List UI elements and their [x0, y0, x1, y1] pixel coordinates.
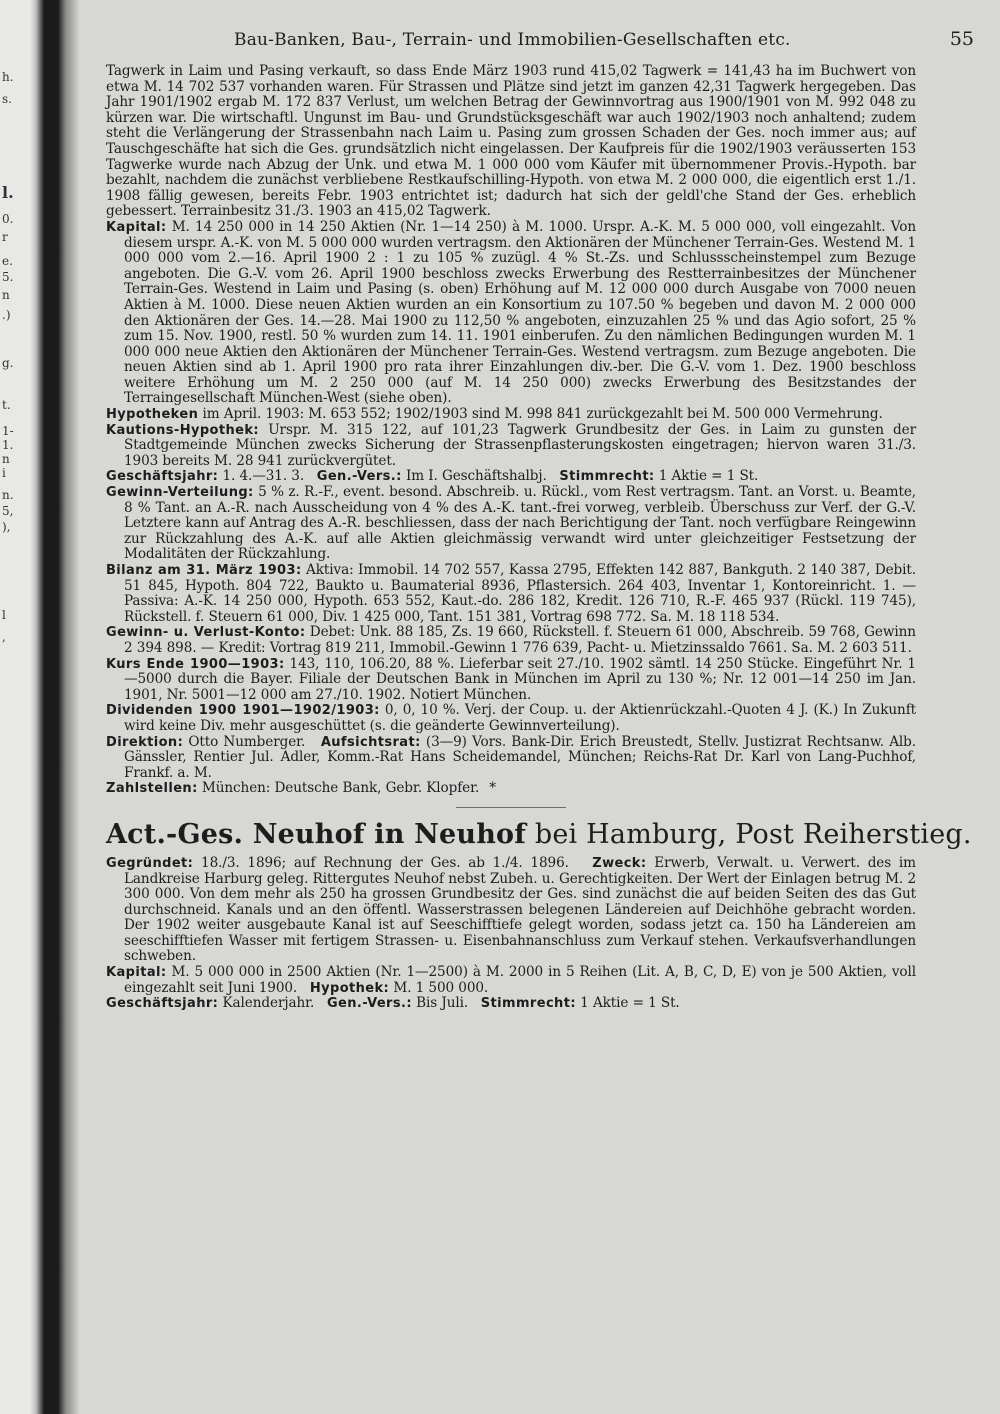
hypothek-label: Hypothek: — [309, 980, 390, 996]
article1-zahlstellen — [106, 781, 916, 797]
direktion-text: Otto Numberger. — [188, 733, 306, 750]
hypotheken-text: im April. 1903: M. 653 552; 1902/1903 sind M. 998 841 zurückgezahlt bei M. 500 000 Vermehrung. — [202, 406, 883, 423]
article1-gewinn — [106, 485, 916, 563]
guv-text: Debet: Unk. 88 185, Zs. 19 660, Rückstell. f. Steuern 61 000, Abschreib. 59 768, Gewinn 2 394 898. — Kredit: Vortrag 819 211, Immobil.-Gewinn 1 776 639, Pacht- u. Mietzinssaldo 7661. Sa. M. 2 603 511. — [124, 624, 916, 656]
fragment: l — [2, 608, 6, 622]
kapital-label: Kapital: — [106, 219, 167, 235]
zweck-label: Zweck: — [592, 855, 647, 871]
hypothek-text: M. 1 500 000. — [393, 979, 489, 996]
article2-title-rest: bei Hamburg, Post Reiherstieg. — [534, 818, 972, 850]
kautions-label: Kautions-Hypothek: — [106, 422, 260, 438]
gegruendet-label: Gegründet: — [106, 855, 194, 871]
kapital-text: M. 14 250 000 in 14 250 Aktien (Nr. 1—14 250) à M. 1000. Urspr. A.-K. M. 5 000 000, voll eingezahlt. Von diesem urspr. A.-K. von M. 5 000 000 wurden vertragsm. den Aktionären der Münchener Terrain-Ges. Westend M. 1 000 000 vom 2.—16. April 1900 2 : 1 zu 105 % zuzügl. 4 % St.-Zs. und Schlussscheinstempel zum Bezuge angeboten. Die G.-V. vom 26. April 1900 beschloss zwecks Erwerbung des Restterrainbesitzes der Münchener Terrain-Ges. Westend in Laim und Pasing (s. oben) Erhöhung auf M. 12 000 000 durch Ausgabe von 7000 neuen Aktien à M. 1000. Diese neuen Aktien wurden an ein Konsortium zu 107.50 % begeben und davon M. 2 000 000 den Aktionären der Ges. 14.—28. Mai 1900 zu 112,50 % angeboten, einzuzahlen 25 % und das Agio sofort, 25 % zum 15. Nov. 1900, restl. 50 % wurden zum 14. 11. 1901 einberufen. Zu den nämlichen Bedingungen wurden M. 1 000 000 neue Aktien den Aktionären der Münchener Terrain-Ges. Westend vertragsm. zum Bezuge angeboten. Die neuen Aktien sind ab 1. April 1900 pro rata ihrer Einzahlungen div.-ber. Die G.-V. vom 1. Dez. 1900 beschloss weitere Erhöhung um M. 2 250 000 (auf M. 14 250 000) zwecks Erwerbung des Besitzstandes der Terraingesellschaft München-West (siehe oben). — [124, 218, 916, 407]
zahlstellen-label: Zahlstellen: — [106, 781, 198, 797]
fragment: n — [2, 452, 10, 466]
page-number: 55 — [949, 28, 974, 50]
gegruendet-text: 18./3. 1896; auf Rechnung der Ges. ab 1./4. 1896. — [201, 854, 569, 871]
fragment: 0. — [2, 212, 14, 226]
fragment: 1. — [2, 438, 14, 452]
geschaeftsjahr-text: 1. 4.—31. 3. — [222, 468, 305, 485]
kapital2-text: M. 5 000 000 in 2500 Aktien (Nr. 1—2500) à M. 2000 in 5 Reihen (Lit. A, B, C, D, E) von je 500 Aktien, voll eingezahlt seit Juni 1900. — [124, 964, 916, 996]
hypotheken-label: Hypotheken — [106, 407, 199, 423]
article1-guv — [106, 625, 916, 656]
kurs-text: 143, 110, 106.20, 88 %. Lieferbar seit 27./10. 1902 sämtl. 14 250 Stücke. Eingeführt Nr. 1—5000 durch die Bayer. Filiale der Deutschen Bank in München im April zu 130 %; Nr. 12 001—14 250 im Jan. 1901, Nr. 5001—12 000 am 27./10. 1902. Notiert München. — [124, 655, 916, 703]
article2-gegruendet — [106, 856, 916, 965]
gewinn-text: 5 % z. R.-F., event. besond. Abschreib. u. Rückl., vom Rest vertragsm. Tant. an Vorst. u. Beamte, 8 % Tant. an A.-R. nach Ausscheidung von 4 % des A.-K. tant.-frei vorweg, verbleib. Überschuss zur Verf. der G.-V. Letztere kann auf Antrag des A.-R. beschliessen, dass der nach Berichtigung der Tant. noch verfügbare Reingewinn zur Rückzahlung des A.-K. auf alle Aktien gleichmässig verwandt wird unter gleichzeitiger Festsetzung der Modalitäten der Rückzahlung. — [124, 484, 916, 563]
fragment: t. — [2, 398, 11, 412]
fragment: n. — [2, 488, 14, 502]
fragment: h. — [2, 70, 14, 84]
article1-bilanz — [106, 563, 916, 625]
dividenden-label: Dividenden 1900 1901—1902/1903: — [106, 703, 380, 719]
article1-kurs — [106, 657, 916, 704]
kautions-text: Urspr. M. 315 122, auf 101,23 Tagwerk Grundbesitz der Ges. in Laim zu gunsten der Stadtgemeinde München zwecks Sicherung der Strassenpflasterungskosten eingetragen; hiervon waren 31./3. 1903 bereits M. 28 941 zurückvergütet. — [124, 421, 916, 469]
stimmrecht-text: 1 Aktie = 1 St. — [658, 468, 759, 485]
bilanz-text: Aktiva: Immobil. 14 702 557, Kassa 2795, Effekten 142 887, Bankguth. 2 140 387, Debit. 51 845, Hypoth. 804 722, Baukto u. Baumaterial 8936, Pflastersich. 264 403, Inventar 1, Kontoreinricht. 1. — Passiva: A.-K. 14 250 000, Hypoth. 653 552, Kaut.-do. 286 182, Kredit. 126 710, R.-F. 465 937 (Rückl. 119 745), Rückstell. f. Steuern 61 000, Div. 1 425 000, Tant. 151 381, Vortrag 698 772. Sa. M. 18 118 534. — [124, 562, 916, 625]
zweck-text: Erwerb, Verwalt. u. Verwert. des im Landkreise Harburg geleg. Rittergutes Neuhof nebst Zubeh. u. Gerechtigkeiten. Der Wert der Einlagen betrug M. 2 300 000. Von dem mehr als 250 ha grossen Grundbesitz der Ges. sind zunächst die auf beiden Seiten des das Gut durchschneid. Kanals und an den öffentl. Wasserstrassen belegenen Ländereien auf Deichhöhe gebracht worden. Der 1902 weiter ausgebaute Kanal ist auf Seeschifftiefe gelegt worden, sodass jetzt ca. 150 ha Ländereien am seeschifftiefen Wasser mit fertigem Strassen- u. Eisenbahnanschluss zum Verkauf stehen. Verkaufsverhandlungen schweben. — [124, 854, 916, 965]
fragment: ), — [2, 520, 11, 534]
fragment: i — [2, 466, 6, 480]
article1-intro: Tagwerk in Laim und Pasing verkauft, so dass Ende März 1903 rund 415,02 Tagwerk = 141,43 ha im Buchwert von etwa M. 14 702 537 vorhanden waren. Für Strassen und Plätze sind jetzt im ganzen 42,31 Tagwerk hergegeben. Das Jahr 1901/1902 ergab M. 172 837 Verlust, um welchen Betrag der Gewinnvortrag aus 1900/1901 von M. 992 048 zu kürzen war. Die wirtschaftl. Ungunst im Bau- und Grundstücksgeschäft war auch 1902/1903 noch anhaltend; zudem steht die Verlängerung der Strassenbahn nach Laim u. Pasing zum grossen Schaden der Ges. noch immer aus; auf Tauschgeschäfte hat sich die Ges. grundsätzlich nicht eingelassen. Der Kaufpreis für die 1902/1903 veräusserten 153 Tagwerke wurde nach Abzug der Unk. und etwa M. 1 000 000 vom Käufer mit übernommener Provis.-Hypoth. bar bezahlt, nachdem die zunächst verbliebene Restkaufschilling-Hypoth. von etwa M. 2 000 000, die eigentlich erst 1./1. 1908 fällig gewesen, bereits Febr. 1903 entrichtet ist; dadurch hat sich der geldl'che Stand der Ges. erheblich gebessert. Terrainbesitz 31./3. 1903 an 415,02 Tagwerk. — [106, 63, 916, 220]
page — [84, 0, 1000, 1414]
article1-kapital — [106, 220, 916, 407]
article1-hypotheken — [106, 407, 916, 423]
article1-dividenden — [106, 703, 916, 734]
bilanz-label: Bilanz am 31. März 1903: — [106, 563, 302, 578]
aufsichtsrat-label: Aufsichtsrat: — [320, 734, 421, 750]
fragment: n — [2, 288, 10, 302]
gewinn-label: Gewinn-Verteilung: — [106, 485, 254, 501]
genvers2-label: Gen.-Vers.: — [326, 996, 412, 1012]
article1-meta — [106, 469, 916, 485]
fragment: e. — [2, 254, 13, 268]
fragment: , — [2, 630, 6, 644]
stimmrecht2-text: 1 Aktie = 1 St. — [580, 995, 680, 1012]
geschaeftsjahr-label: Geschäftsjahr: — [106, 469, 219, 485]
zahlstellen-text: München: Deutsche Bank, Gebr. Klopfer. — [201, 780, 480, 797]
genvers-label: Gen.-Vers.: — [316, 469, 402, 485]
guv-label: Gewinn- u. Verlust-Konto: — [106, 625, 306, 641]
article2-title — [106, 818, 972, 852]
fragment: 1- — [2, 424, 14, 438]
fragment: 5. — [2, 270, 14, 284]
direktion-label: Direktion: — [106, 734, 184, 750]
kapital2-label: Kapital: — [106, 965, 167, 981]
end-mark: * — [489, 780, 496, 797]
text-column — [106, 63, 972, 1012]
stimmrecht-label: Stimmrecht: — [559, 469, 655, 485]
fragment: s. — [2, 92, 12, 106]
article2-kapital — [106, 965, 916, 996]
geschaeftsjahr2-text: Kalenderjahr. — [222, 995, 315, 1012]
fragment: .) — [2, 308, 11, 322]
kurs-label: Kurs Ende 1900—1903: — [106, 656, 285, 672]
genvers-text: Im I. Geschäftshalbj. — [405, 468, 547, 485]
binding-gutter — [0, 0, 84, 1414]
running-head — [84, 22, 1000, 50]
fragment: 5, — [2, 504, 14, 518]
section-divider — [456, 807, 566, 808]
article2-meta — [106, 996, 916, 1012]
geschaeftsjahr2-label: Geschäftsjahr: — [106, 996, 219, 1012]
article1-direktion — [106, 735, 916, 782]
dividenden-text: 0, 0, 10 %. Verj. der Coup. u. der Aktienrückzahl.-Quoten 4 J. (K.) In Zukunft wird keine Div. mehr ausgeschüttet (s. die geänderte Gewinnverteilung). — [124, 702, 916, 734]
fragment: g. — [2, 356, 14, 370]
running-title: Bau-Banken, Bau-, Terrain- und Immobilien-Gesellschaften etc. — [234, 30, 791, 50]
fragment: r — [2, 230, 8, 244]
aufsichtsrat-text: (3—9) Vors. Bank-Dir. Erich Breustedt, Stellv. Justizrat Rechtsanw. Alb. Gänssler, Rentier Jul. Adler, Komm.-Rat Hans Scheidemandel, München; Reichs-Rat Dr. Karl von Lang-Puchhof, Frankf. a. M. — [124, 733, 916, 781]
fragment: l. — [2, 183, 14, 202]
article2-title-main: Act.-Ges. Neuhof in Neuhof — [106, 818, 527, 850]
genvers2-text: Bis Juli. — [416, 995, 469, 1012]
article1-kautions — [106, 423, 916, 470]
stimmrecht2-label: Stimmrecht: — [480, 996, 576, 1012]
